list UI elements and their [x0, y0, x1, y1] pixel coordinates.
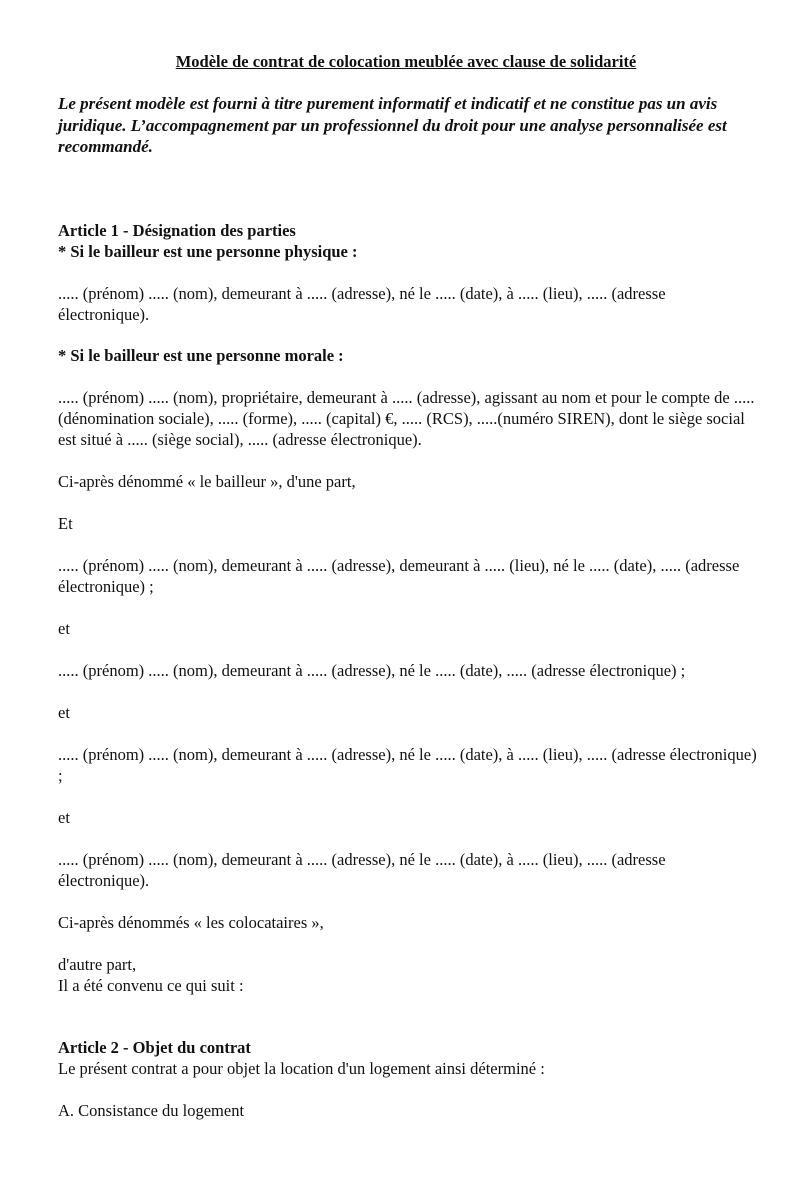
tenants-designation: Ci-après dénommés « les colocataires »,	[58, 913, 324, 932]
other-part: d'autre part,	[58, 955, 137, 974]
landlord-designation: Ci-après dénommé « le bailleur », d'une part,	[58, 472, 356, 491]
article1-heading: Article 1 - Désignation des parties	[58, 221, 296, 240]
moral-person-text: ..... (prénom) ..... (nom), propriétaire, demeurant à ..... (adresse), agissant au nom et pour le compte de ..... (dénomination sociale), ..... (forme), ..... (capital) €, ..... (RCS), .....(numéro SIREN), dont le siège social est situé à ..... (siège social), ..... (adresse électronique).	[58, 388, 755, 449]
moral-person-heading: * Si le bailleur est une personne morale :	[58, 346, 344, 365]
tenant-4-text: ..... (prénom) ..... (nom), demeurant à ..... (adresse), né le ..... (date), à ..... (lieu), ..... (adresse électronique).	[58, 850, 666, 890]
disclaimer: Le présent modèle est fourni à titre purement informatif et indicatif et ne constitue pas un avis juridique. L’accompagnement par un professionnel du droit pour une analyse personnalisée est recommandé.	[58, 94, 727, 156]
tenant-1-text: ..... (prénom) ..... (nom), demeurant à ..... (adresse), demeurant à ..... (lieu), né le ..... (date), ..... (adresse électronique) ;	[58, 556, 740, 596]
and-capital: Et	[58, 514, 73, 533]
tenant-3-text: ..... (prénom) ..... (nom), demeurant à ..... (adresse), né le ..... (date), à ..... (lieu), ..... (adresse électronique) ;	[58, 745, 757, 785]
physical-person-text: ..... (prénom) ..... (nom), demeurant à ..... (adresse), né le ..... (date), à ..... (lieu), ..... (adresse électronique).	[58, 284, 666, 324]
section-a-heading: A. Consistance du logement	[58, 1101, 245, 1120]
tenant-2-text: ..... (prénom) ..... (nom), demeurant à ..... (adresse), né le ..... (date), ..... (adresse électronique) ;	[58, 661, 686, 680]
article2-heading: Article 2 - Objet du contrat	[58, 1038, 251, 1057]
article2-intro: Le présent contrat a pour objet la location d'un logement ainsi déterminé :	[58, 1059, 545, 1078]
document-title: Modèle de contrat de colocation meublée avec clause de solidarité	[175, 52, 637, 71]
and-2: et	[58, 703, 70, 722]
agreed-statement: Il a été convenu ce qui suit :	[58, 976, 244, 995]
physical-person-heading: * Si le bailleur est une personne physique :	[58, 242, 358, 261]
and-1: et	[58, 619, 70, 638]
and-3: et	[58, 808, 70, 827]
